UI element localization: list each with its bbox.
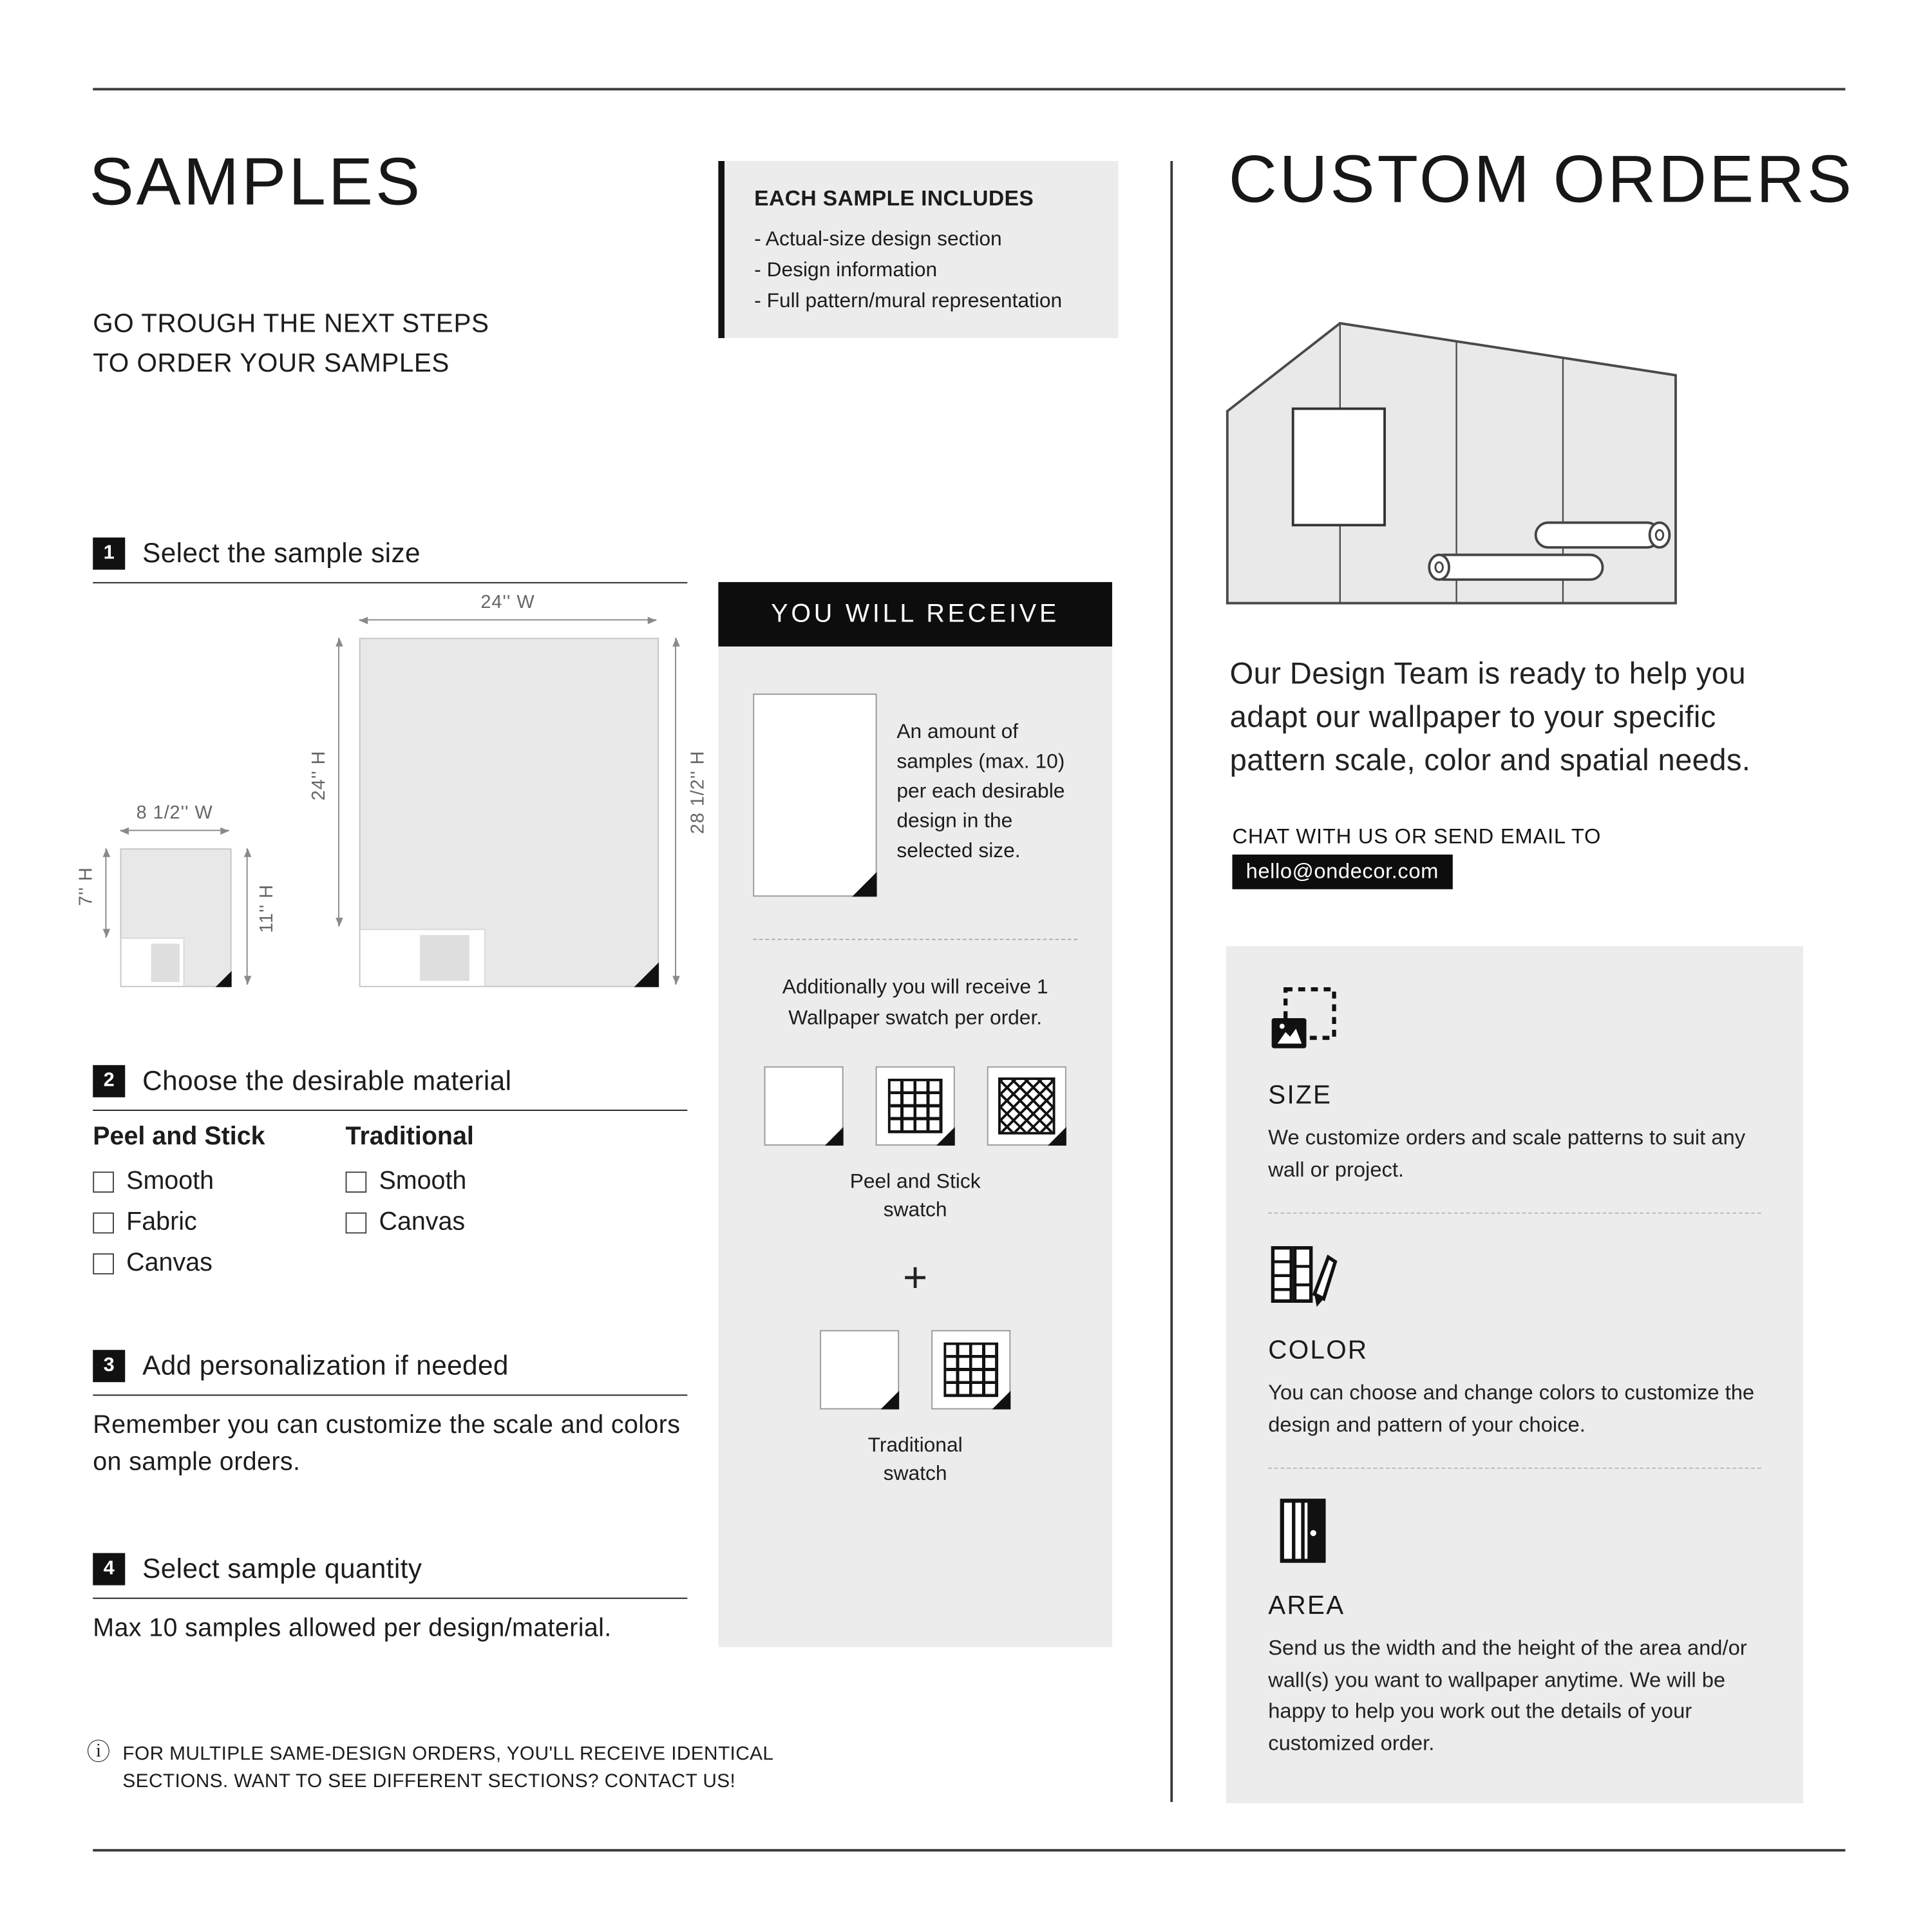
step-2-number: 2	[93, 1065, 125, 1097]
traditional-swatch-row	[753, 1330, 1077, 1409]
materials-section	[93, 1122, 546, 1289]
feature-color-text: You can choose and change colors to customize the design and pattern of your choice.	[1268, 1381, 1755, 1436]
feature-area-name: AREA	[1268, 1591, 1345, 1620]
each-sample-includes-box	[718, 161, 1118, 338]
paper-sample-icon	[753, 694, 876, 896]
fold-corner-icon	[880, 1390, 899, 1409]
grid-pattern	[943, 1342, 998, 1397]
small-left-dimension-line	[105, 848, 106, 937]
plus-icon: +	[903, 1254, 928, 1302]
small-right-dimension-line	[247, 848, 248, 985]
fold-corner-icon	[825, 1126, 844, 1145]
fold-corner-icon	[216, 971, 232, 987]
feature-area-text: Send us the width and the height of the area and/or wall(s) you want to wallpaper anytime. We will be happy to help you work out the details of your customized order.	[1268, 1636, 1747, 1755]
samples-title: SAMPLES	[89, 145, 422, 220]
material-option-peel-fabric[interactable]	[93, 1208, 294, 1237]
you-will-receive-panel	[718, 582, 1112, 1647]
checkbox-icon[interactable]	[93, 1212, 114, 1233]
step-4-header	[93, 1553, 687, 1599]
fold-corner-icon	[992, 1390, 1010, 1409]
step-4-number: 4	[93, 1553, 125, 1586]
fold-corner-icon	[852, 872, 876, 896]
large-right-dimension-line	[675, 638, 676, 984]
step-2-title: Choose the desirable material	[142, 1065, 512, 1096]
feature-color	[1268, 1241, 1761, 1441]
feature-color-name: COLOR	[1268, 1336, 1368, 1365]
sample-size-diagram	[75, 592, 786, 1028]
samples-amount-text: An amount of samples (max. 10) per each desirable design in the selected size.	[896, 721, 1065, 862]
footer-note	[87, 1741, 880, 1797]
step-1-title: Select the sample size	[142, 537, 421, 569]
intro-line-1: GO TROUGH THE NEXT STEPS	[93, 309, 489, 339]
includes-item: - Design information	[754, 255, 1091, 286]
small-sample-rect	[120, 848, 232, 987]
intro-line-2: TO ORDER YOUR SAMPLES	[93, 348, 450, 377]
info-icon: ⓘ	[86, 1739, 111, 1766]
peel-swatch-row	[753, 1066, 1077, 1145]
top-rule	[93, 88, 1845, 90]
large-width-dimension-line	[359, 620, 657, 621]
feature-area	[1268, 1496, 1761, 1759]
large-left-dimension-line	[338, 638, 339, 926]
material-option-label: Canvas	[126, 1248, 213, 1277]
area-icon	[1268, 1496, 1338, 1566]
step-3-text: Remember you can customize the scale and colors on sample orders.	[93, 1410, 681, 1476]
large-sample-rect	[359, 638, 659, 987]
step-2-header	[93, 1065, 687, 1111]
small-left-height-label: 7'' H	[75, 867, 97, 906]
additional-swatch-text: Additionally you will receive 1 Wallpaper swatch per order.	[782, 976, 1048, 1029]
traditional-column	[346, 1122, 547, 1289]
plain-swatch-icon	[764, 1066, 844, 1145]
large-left-height-label: 24'' H	[308, 750, 330, 801]
step-4-text: Max 10 samples allowed per design/material.	[93, 1613, 612, 1643]
traditional-title: Traditional	[345, 1122, 474, 1151]
large-right-height-label: 28 1/2'' H	[687, 750, 709, 835]
includes-item: - Full pattern/mural representation	[754, 285, 1091, 316]
size-icon	[1268, 986, 1338, 1056]
crosshatch-pattern	[998, 1077, 1055, 1133]
traditional-swatch-label-line1: Traditional	[867, 1434, 963, 1456]
step-1-header	[93, 538, 687, 583]
peel-and-stick-title: Peel and Stick	[93, 1122, 265, 1151]
small-right-height-label: 11'' H	[256, 884, 278, 933]
checkbox-icon[interactable]	[93, 1253, 114, 1274]
grid-swatch-icon	[931, 1330, 1010, 1409]
material-option-label: Canvas	[379, 1208, 466, 1236]
crosshatch-swatch-icon	[987, 1066, 1066, 1145]
dashed-divider	[753, 939, 1077, 940]
step-4-title: Select sample quantity	[142, 1553, 422, 1584]
samples-amount-row	[753, 694, 1077, 896]
material-option-label: Smooth	[126, 1166, 214, 1195]
plain-swatch-icon	[820, 1330, 899, 1409]
large-width-label: 24'' W	[480, 592, 535, 613]
grid-pattern	[888, 1078, 943, 1133]
email-badge-wrap	[1232, 855, 1452, 889]
samples-intro	[93, 305, 489, 383]
traditional-swatch-label	[753, 1432, 1077, 1489]
small-sample-pattern-square	[151, 943, 180, 982]
step-3-number: 3	[93, 1350, 125, 1382]
feature-size	[1268, 986, 1761, 1186]
receive-header: YOU WILL RECEIVE	[718, 582, 1112, 647]
color-icon	[1268, 1241, 1338, 1311]
includes-title: EACH SAMPLE INCLUDES	[754, 185, 1034, 211]
material-option-traditional-canvas[interactable]	[346, 1208, 547, 1237]
material-option-traditional-smooth[interactable]	[346, 1167, 547, 1197]
step-3-header	[93, 1350, 687, 1396]
large-sample-pattern-square	[420, 935, 469, 981]
column-divider	[1170, 161, 1172, 1802]
custom-features-panel	[1226, 946, 1803, 1803]
peel-swatch-label	[753, 1168, 1077, 1225]
bottom-rule	[93, 1849, 1845, 1851]
checkbox-icon[interactable]	[346, 1212, 367, 1233]
fold-corner-icon	[936, 1126, 955, 1145]
grid-swatch-icon	[876, 1066, 955, 1145]
dashed-divider	[1268, 1213, 1761, 1214]
traditional-swatch-label-line2: swatch	[883, 1462, 947, 1485]
material-option-label: Smooth	[379, 1166, 467, 1195]
step-3-title: Add personalization if needed	[142, 1350, 509, 1381]
material-option-label: Fabric	[126, 1208, 197, 1236]
footer-note-text: FOR MULTIPLE SAME-DESIGN ORDERS, YOU'LL RECEIVE IDENTICAL SECTIONS. WANT TO SEE DIFFERENT SECTIONS? CONTACT US!	[122, 1743, 773, 1793]
checkbox-icon[interactable]	[93, 1171, 114, 1192]
fold-corner-icon	[634, 962, 659, 987]
custom-orders-paragraph: Our Design Team is ready to help you adapt our wallpaper to your specific pattern scale, color and spatial needs.	[1229, 658, 1751, 777]
fold-corner-icon	[1048, 1126, 1066, 1145]
checkbox-icon[interactable]	[346, 1171, 367, 1192]
chat-line: CHAT WITH US OR SEND EMAIL TO	[1232, 824, 1602, 849]
email-badge[interactable]: hello@ondecor.com	[1232, 855, 1452, 889]
house-illustration	[1224, 317, 1682, 614]
peel-and-stick-column	[93, 1122, 294, 1289]
small-width-label: 8 1/2'' W	[136, 802, 213, 824]
includes-item: - Actual-size design section	[754, 224, 1091, 255]
material-option-peel-canvas[interactable]	[93, 1248, 294, 1278]
feature-size-name: SIZE	[1268, 1081, 1332, 1110]
receive-body	[718, 647, 1112, 1488]
dashed-divider	[1268, 1468, 1761, 1469]
small-width-dimension-line	[120, 829, 229, 831]
material-option-peel-smooth[interactable]	[93, 1167, 294, 1197]
peel-swatch-label-line1: Peel and Stick	[849, 1170, 981, 1192]
feature-size-text: We customize orders and scale patterns to suit any wall or project.	[1268, 1126, 1746, 1181]
custom-orders-title: CUSTOM ORDERS	[1228, 142, 1854, 217]
step-1-number: 1	[93, 538, 125, 570]
peel-swatch-label-line2: swatch	[883, 1198, 947, 1221]
